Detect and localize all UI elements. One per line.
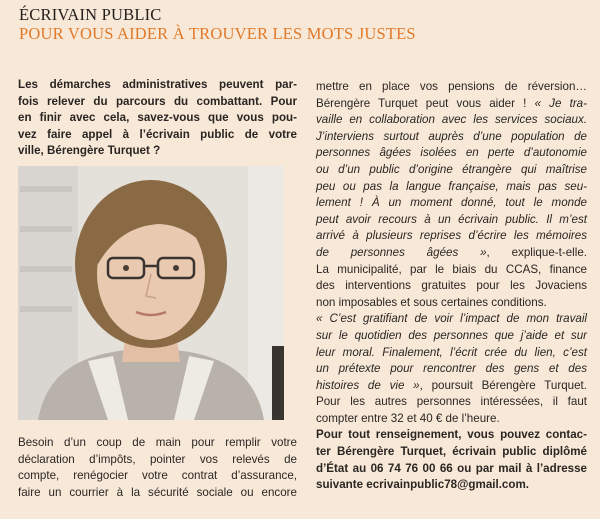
intro-line: ville, Bérengère Turquet ? [18,144,161,158]
contact-line: ter Bérengère Turquet, écrivain public diplômé [316,445,587,459]
article-kicker: ÉCRIVAIN PUBLIC [19,5,162,24]
body-line [316,96,587,113]
right-column [316,79,587,494]
body-text: Bérengère Turquet peut vous aider ! [316,96,535,110]
quote-line: lement ! À un moment donné, tout le monde [316,196,587,210]
quote-line: peut avoir recours à un écrivain public. Il m’est [316,212,587,226]
body-line: mettre en place vos pensions de réversion… [316,80,587,93]
left-lower-paragraph [18,435,297,501]
body-text: , poursuit Bérengère Turquet. [419,378,587,392]
portrait-photo [18,166,284,420]
article-heading [19,6,416,43]
contact-line: d’État au 06 74 76 00 66 ou par mail à l’adresse [316,461,587,475]
quote-line: J’interviens surtout auprès d’une population de [316,129,587,143]
left-lower-line: déclaration d’impôts, pointer vos relevés de [18,452,297,466]
body-line: Pour les autres personnes intéressées, il faut [316,395,587,409]
intro-line: Les démarches administratives peuvent par- [18,78,297,91]
left-lower-line: compte, renégocier votre contrat d’assurance, [18,469,297,483]
quote-line: « C’est gratifiant de voir l’impact de mon travail [316,312,587,326]
left-lower-line: faire un courrier à la sécurité sociale ou encore [18,485,297,499]
body-line: non imposables et sous certaines conditions. [316,295,547,309]
intro-line: vez faire appel à l’écrivain public de votre [18,127,297,141]
quote-line: un prétexte pour rencontrer des gens et des [316,362,587,376]
body-line: compter entre 32 et 40 € de l’heure. [316,411,500,425]
intro-line: fois relever du parcours du combattant. Pour [18,94,297,108]
quote-text: « Je tra- [534,96,587,110]
intro-line: en finir avec cela, savez-vous que vous pou- [18,111,297,125]
body-line [316,245,587,262]
article-subtitle: POUR VOUS AIDER À TROUVER LES MOTS JUSTES [19,24,416,43]
contact-line: Pour tout renseignement, vous pouvez contac- [316,428,587,442]
contact-line: suivante ecrivainpublic78@gmail.com. [316,478,529,492]
quote-line: ou d’un public d’origine étrangère qui maîtrise [316,162,587,176]
quote-line: vaille en collaboration avec les services sociaux. [316,113,587,127]
quote-line: arrivé à plusieurs reprises d’écrire les mémoires [316,229,587,243]
quote-line: personnes âgées isolées en perte d’autonomie [316,146,587,160]
quote-text: de personnes âgées » [316,245,487,259]
body-line [316,378,587,395]
portrait-illustration [18,166,284,420]
intro-paragraph [18,77,297,160]
quote-line: peu ou pas la langue française, mais pas seu- [316,179,587,193]
quote-line: sur le quotidien des personnes que j’aide et sur [316,328,587,342]
left-lower-line: Besoin d’un coup de main pour remplir votre [18,436,297,449]
body-line: des interventions gratuites pour les Jovaciens [316,279,587,293]
body-text: , explique-t-elle. [486,245,587,259]
body-line: La municipalité, par le biais du CCAS, finance [316,262,587,276]
quote-text: histoires de vie » [316,378,420,392]
quote-line: leur moral. Finalement, l’écrit crée du lien, c’est [316,345,587,359]
